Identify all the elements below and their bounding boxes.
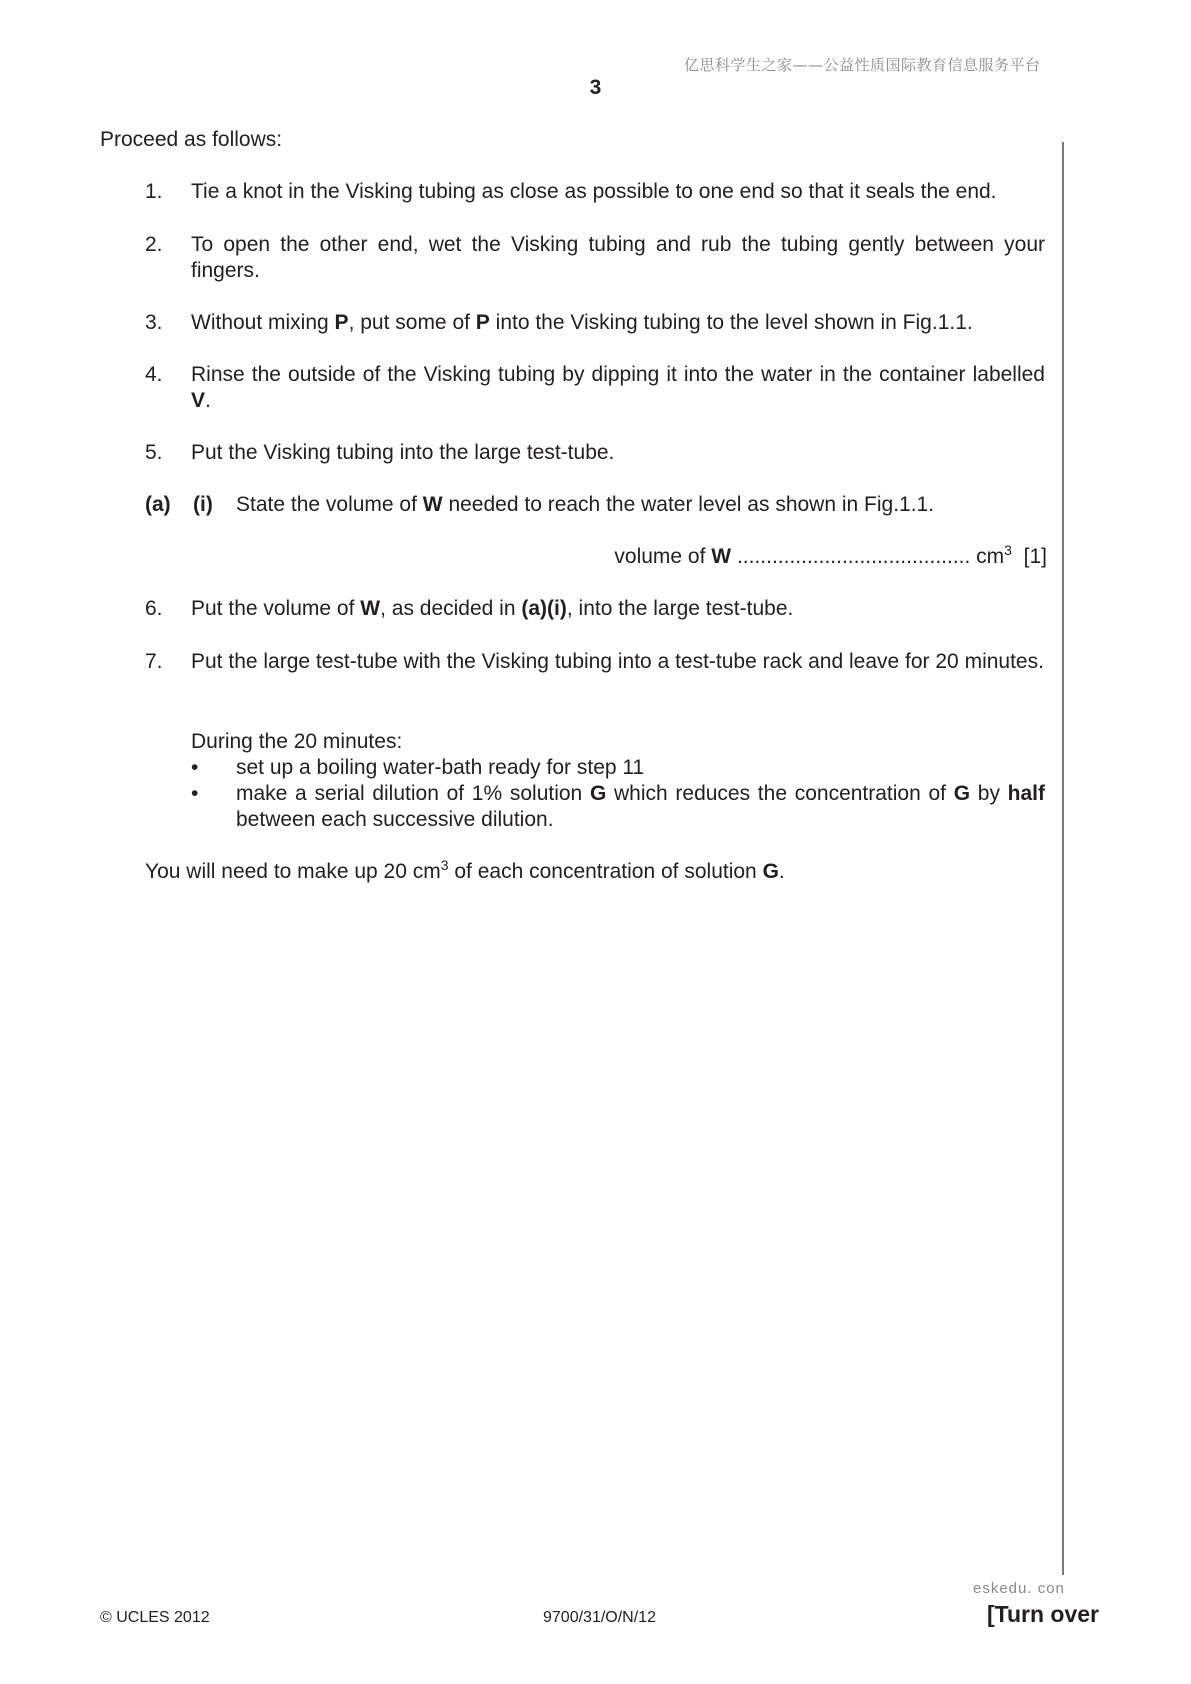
step-text: Put the Visking tubing into the large test-tube. [191,441,615,464]
bullet-item [191,755,1045,781]
step-number: 7. [145,650,163,673]
step-number: 4. [145,363,163,386]
step-1 [145,179,1045,205]
step-text: Tie a knot in the Visking tubing as close as possible to one end so that it seals the end. [191,180,997,203]
step-7 [145,649,1045,675]
intro-text: Proceed as follows: [100,128,283,151]
bullet-dot: • [191,756,199,779]
turn-over-label: [Turn over [986,1601,1099,1627]
answer-dots[interactable]: ........................................ [731,545,977,568]
answer-line-volume-w[interactable]: volume of W ........................................ $cm^3$ [1] [614,542,1047,568]
bullet-text: make a serial dilution of 1% solution G which reduces the concentration of G by half between each successive dilution. [236,782,1045,831]
step-3 [145,310,1045,336]
step-text: Rinse the outside of the Visking tubing by dipping it into the water in the container labelled V. [191,363,1045,412]
step-number: 3. [145,311,163,334]
step-6 [145,596,1045,622]
footer-copyright: © UCLES 2012 [100,1609,210,1626]
step-4 [145,362,1045,414]
during-intro: During the 20 minutes: [191,730,403,753]
bullet-item [191,781,1045,833]
question-text: State the volume of W needed to reach the water level as shown in Fig.1.1. [236,493,935,516]
step-2 [145,232,1045,284]
header-watermark-text: 亿思科学生之家——公益性质国际教育信息服务平台 [684,56,1041,74]
marks-label: [1] [1023,545,1047,568]
question-subpart-label: (i) [193,493,213,516]
step-text: To open the other end, wet the Visking tubing and rub the tubing gently between your fingers. [191,233,1045,282]
footer-paper-code: 9700/31/O/N/12 [543,1609,656,1626]
step-5 [145,440,1045,466]
footer-watermark: eskedu. con [973,1580,1065,1597]
bullet-text: set up a boiling water-bath ready for step 11 [236,756,645,779]
step-number: 1. [145,180,163,203]
step-number: 6. [145,597,163,620]
final-instruction: You will need to make up 20 $cm^3$ of each concentration of solution G. [145,857,785,883]
question-part-label: (a) [145,493,171,516]
step-text: Without mixing P, put some of P into the Visking tubing to the level shown in Fig.1.1. [191,311,973,334]
step-number: 2. [145,233,163,256]
step-text: Put the large test-tube with the Visking tubing into a test-tube rack and leave for 20 minutes. [191,650,1044,673]
step-text: Put the volume of W, as decided in (a)(i), into the large test-tube. [191,597,794,620]
step-number: 5. [145,441,163,464]
page-number: 3 [589,76,602,99]
bullet-dot: • [191,782,199,805]
margin-line [1062,142,1064,1575]
